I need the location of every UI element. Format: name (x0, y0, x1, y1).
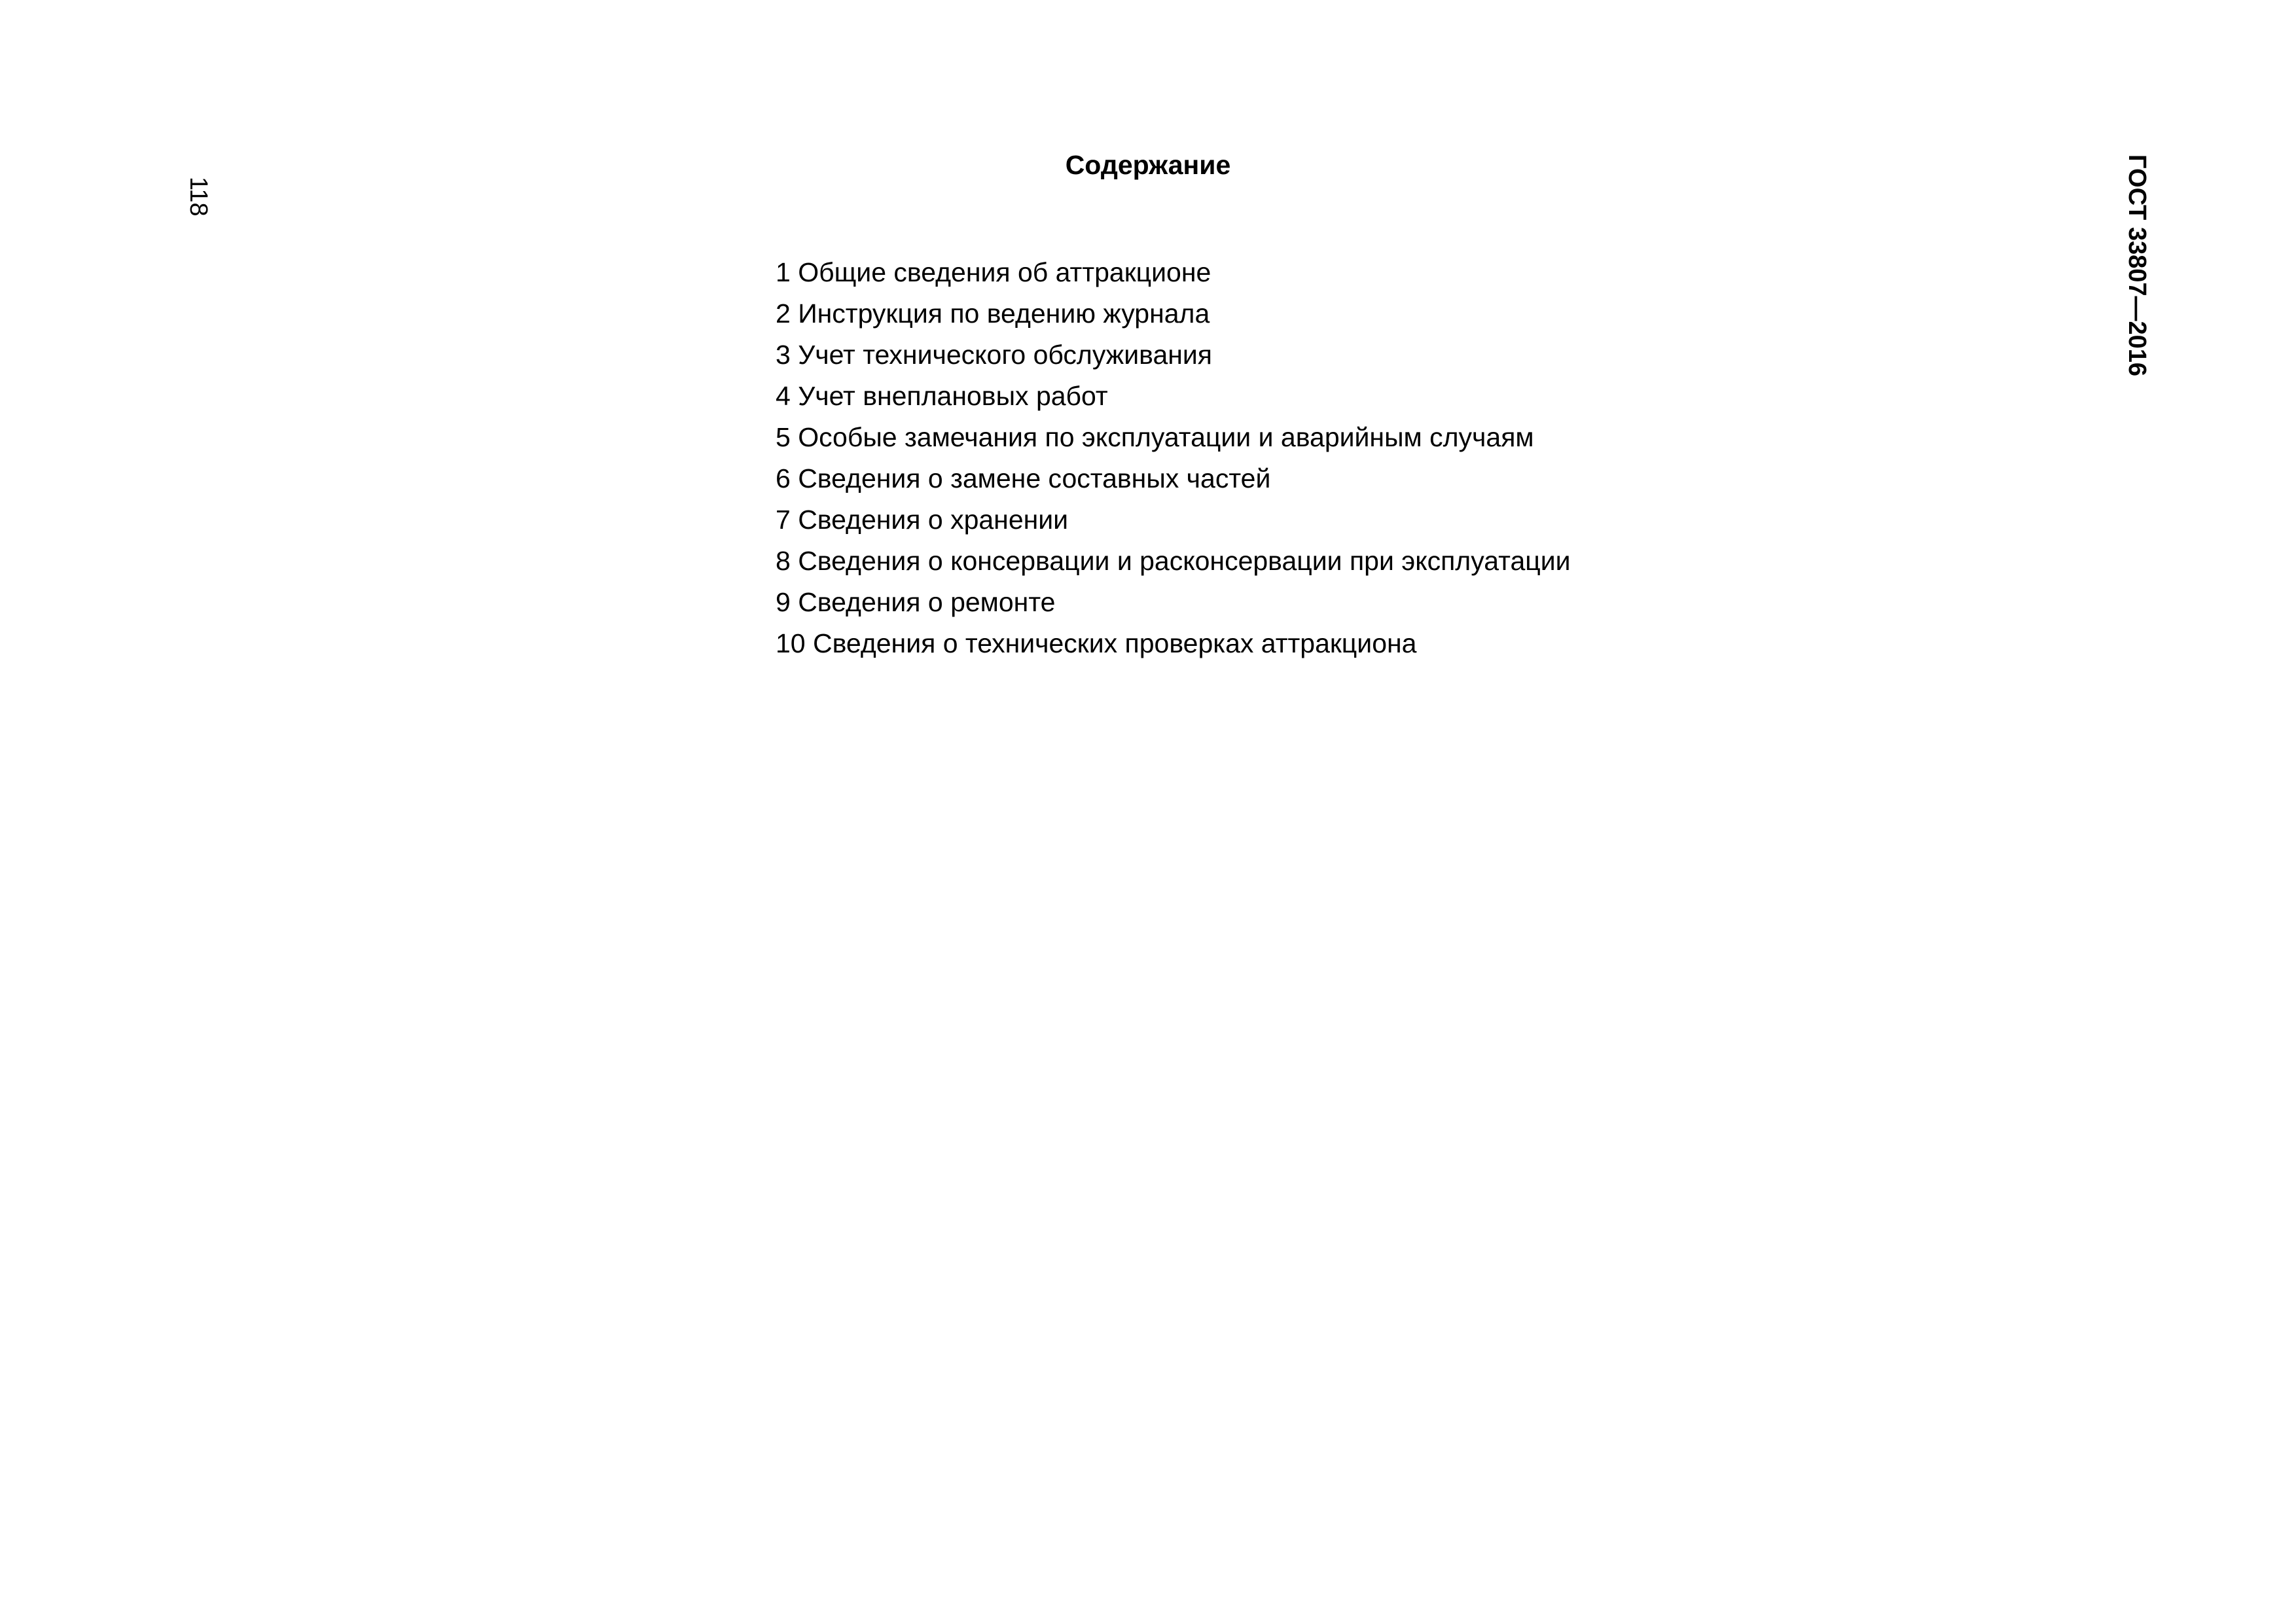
standard-code-header: ГОСТ 33807—2016 (2123, 154, 2151, 377)
toc-item: 1 Общие сведения об аттракционе (776, 257, 1211, 287)
page-number: 118 (185, 177, 212, 217)
toc-item: 5 Особые замечания по эксплуатации и аварийным случаям (776, 422, 1534, 452)
toc-item: 9 Сведения о ремонте (776, 587, 1056, 617)
toc-item: 7 Сведения о хранении (776, 505, 1069, 535)
toc-item: 4 Учет внеплановых работ (776, 381, 1108, 411)
toc-item: 10 Сведения о технических проверках аттракциона (776, 628, 1417, 658)
toc-item: 8 Сведения о консервации и расконсервации при эксплуатации (776, 546, 1571, 576)
toc-item: 2 Инструкция по ведению журнала (776, 298, 1210, 329)
table-of-contents (776, 252, 1823, 664)
toc-item: 6 Сведения о замене составных частей (776, 463, 1271, 493)
toc-item: 3 Учет технического обслуживания (776, 340, 1212, 370)
page-title: Содержание (1065, 150, 1231, 180)
